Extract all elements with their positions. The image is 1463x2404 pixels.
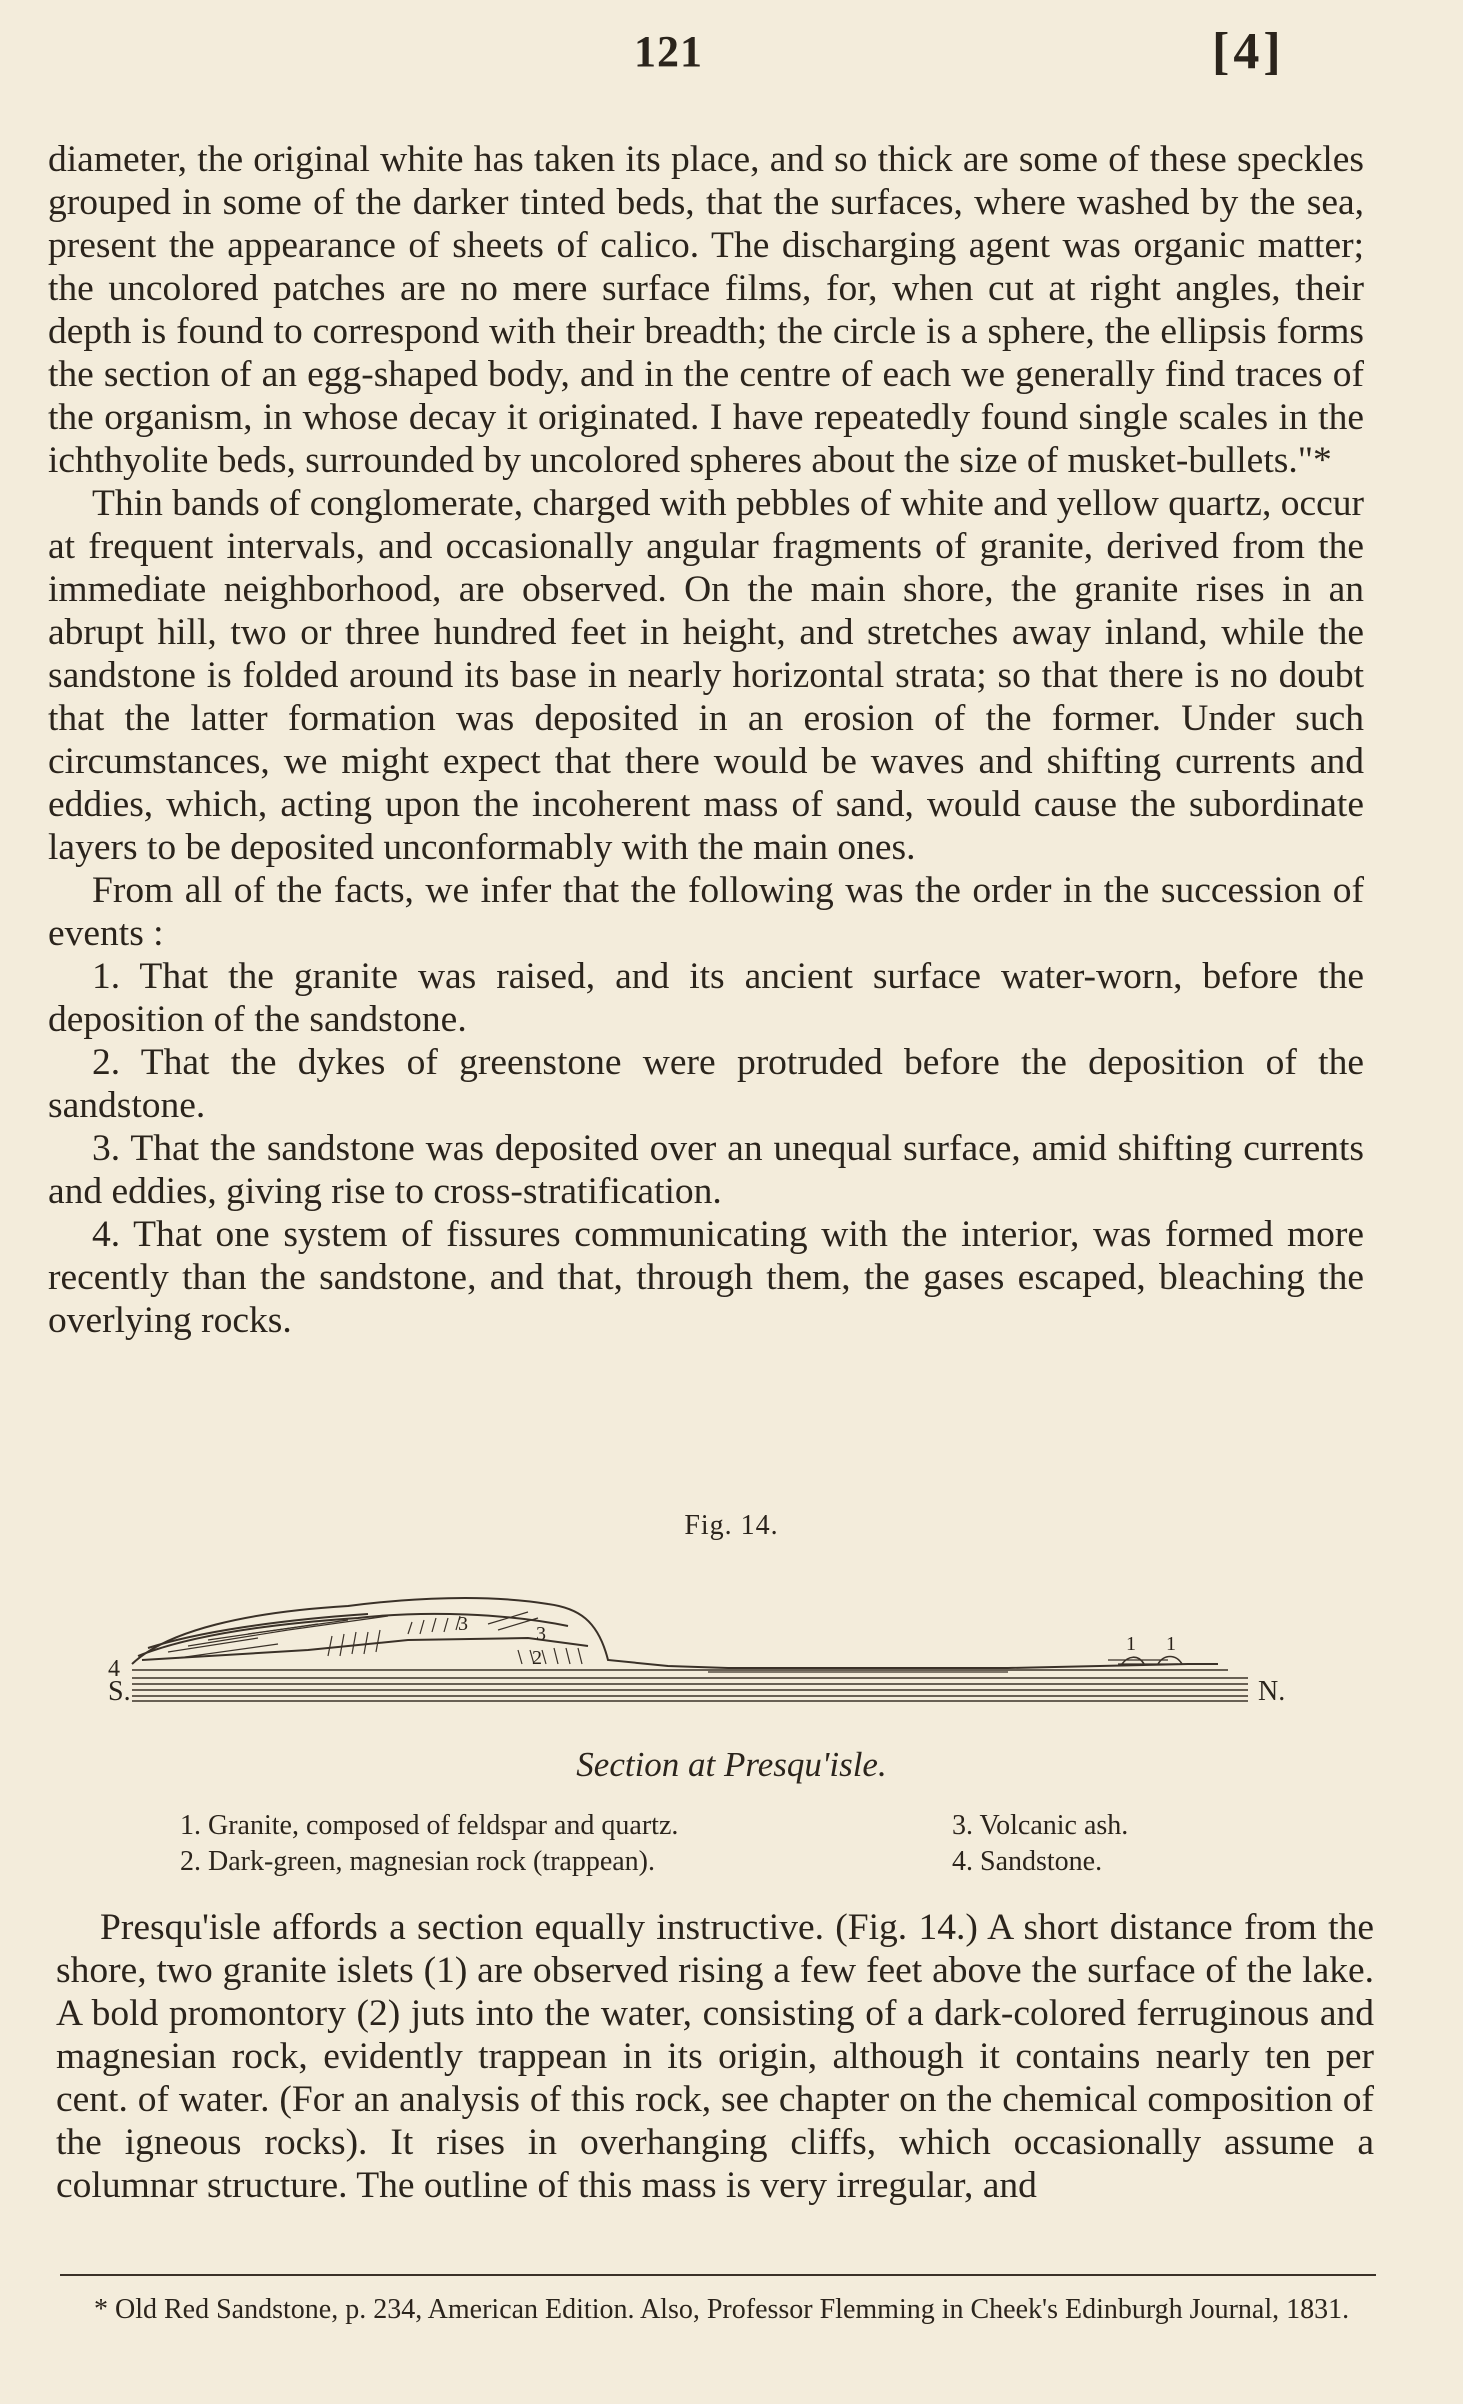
event-item: 4. That one system of fissures communicating with the interior, was formed more recently than the sandstone, and that, through them, the gases escaped, bleaching the overlying rocks. — [48, 1214, 1364, 1341]
footnote-rule — [60, 2274, 1376, 2276]
section-figure — [108, 1560, 1318, 1710]
legend-item: 3. Volcanic ash. — [952, 1810, 1129, 1841]
water-lines — [132, 1670, 1248, 1701]
page-header — [0, 22, 1463, 82]
mark-one-b: 1 — [1166, 1633, 1176, 1655]
legend-column-right — [952, 1808, 1272, 1880]
event-item: 1. That the granite was raised, and its ancient surface water-worn, before the deposition of the sandstone. — [48, 956, 1364, 1040]
footnote-text: * Old Red Sandstone, p. 234, American Edition. Also, Professor Flemming in Cheek's Edinburgh Journal, 1831. — [94, 2294, 1350, 2325]
paragraph: Thin bands of conglomerate, charged with pebbles of white and yellow quartz, occur at frequent intervals, and occasionally angular fragments of granite, derived from the immediate neighborhood, are observed. On the main shore, the granite rises in an abrupt hill, two or three hundred feet in height, and stretches away inland, while the sandstone is folded around its base in nearly horizontal strata; so that there is no doubt that the latter formation was deposited in an erosion of the former. Under such circumstances, we might expect that there would be waves and shifting currents and eddies, which, acting upon the incoherent mass of sand, would cause the subordinate layers to be deposited unconformably with the main ones. — [48, 483, 1364, 868]
mark-one-a: 1 — [1126, 1633, 1136, 1655]
event-item: 2. That the dykes of greenstone were protruded before the deposition of the sandstone. — [48, 1042, 1364, 1126]
legend-item: 2. Dark-green, magnesian rock (trappean). — [180, 1846, 656, 1877]
event-item: 3. That the sandstone was deposited over an unequal surface, amid shifting currents and eddies, giving rise to cross-stratification. — [48, 1128, 1364, 1212]
page-number: 121 — [634, 27, 703, 76]
figure-label: Fig. 14. — [684, 1510, 779, 1541]
legend-item: 4. Sandstone. — [952, 1846, 1103, 1877]
mark-north: N. — [1258, 1676, 1286, 1707]
legend-item: 1. Granite, composed of feldspar and quartz. — [180, 1810, 679, 1841]
body-text-top — [48, 138, 1364, 1342]
figure-caption: Section at Presqu'isle. — [576, 1745, 887, 1784]
body-text-bottom — [56, 1906, 1374, 2207]
paragraph: Presqu'isle affords a section equally instructive. (Fig. 14.) A short distance from the shore, two granite islets (1) are observed rising a few feet above the surface of the lake. A bold promontory (2) juts into the water, consisting of a dark-colored ferruginous and magnesian rock, evidently trappean in its origin, although it contains nearly ten per cent. of water. (For an analysis of this rock, see chapter on the chemical composition of the igneous rocks). It rises in overhanging cliffs, which occasionally assume a columnar structure. The outline of this mass is very irregular, and — [56, 1907, 1374, 2206]
mark-two: 2 — [532, 1647, 542, 1669]
mark-three: 3 — [458, 1613, 468, 1635]
legend-column-left — [180, 1808, 940, 1880]
shore-profile — [132, 1598, 1218, 1668]
mark-south: S. — [108, 1676, 131, 1707]
mark-four: 4 — [108, 1656, 120, 1682]
mark-three-b: 3 — [536, 1623, 546, 1645]
signature-mark: [4] — [1212, 23, 1285, 80]
footnote — [64, 2292, 1380, 2328]
paragraph: From all of the facts, we infer that the following was the order in the succession of events : — [48, 870, 1364, 954]
paragraph: diameter, the original white has taken its place, and so thick are some of these speckles grouped in some of the darker tinted beds, that the surfaces, where washed by the sea, present the appearance of sheets of calico. The discharging agent was organic matter; the uncolored patches are no mere surface films, for, when cut at right angles, their depth is found to correspond with their breadth; the circle is a sphere, the ellipsis forms the section of an egg-shaped body, and in the centre of each we generally find traces of the organism, in whose decay it originated. I have repeatedly found single scales in the ichthyolite beds, surrounded by uncolored spheres about the size of musket-bullets."* — [48, 139, 1364, 481]
